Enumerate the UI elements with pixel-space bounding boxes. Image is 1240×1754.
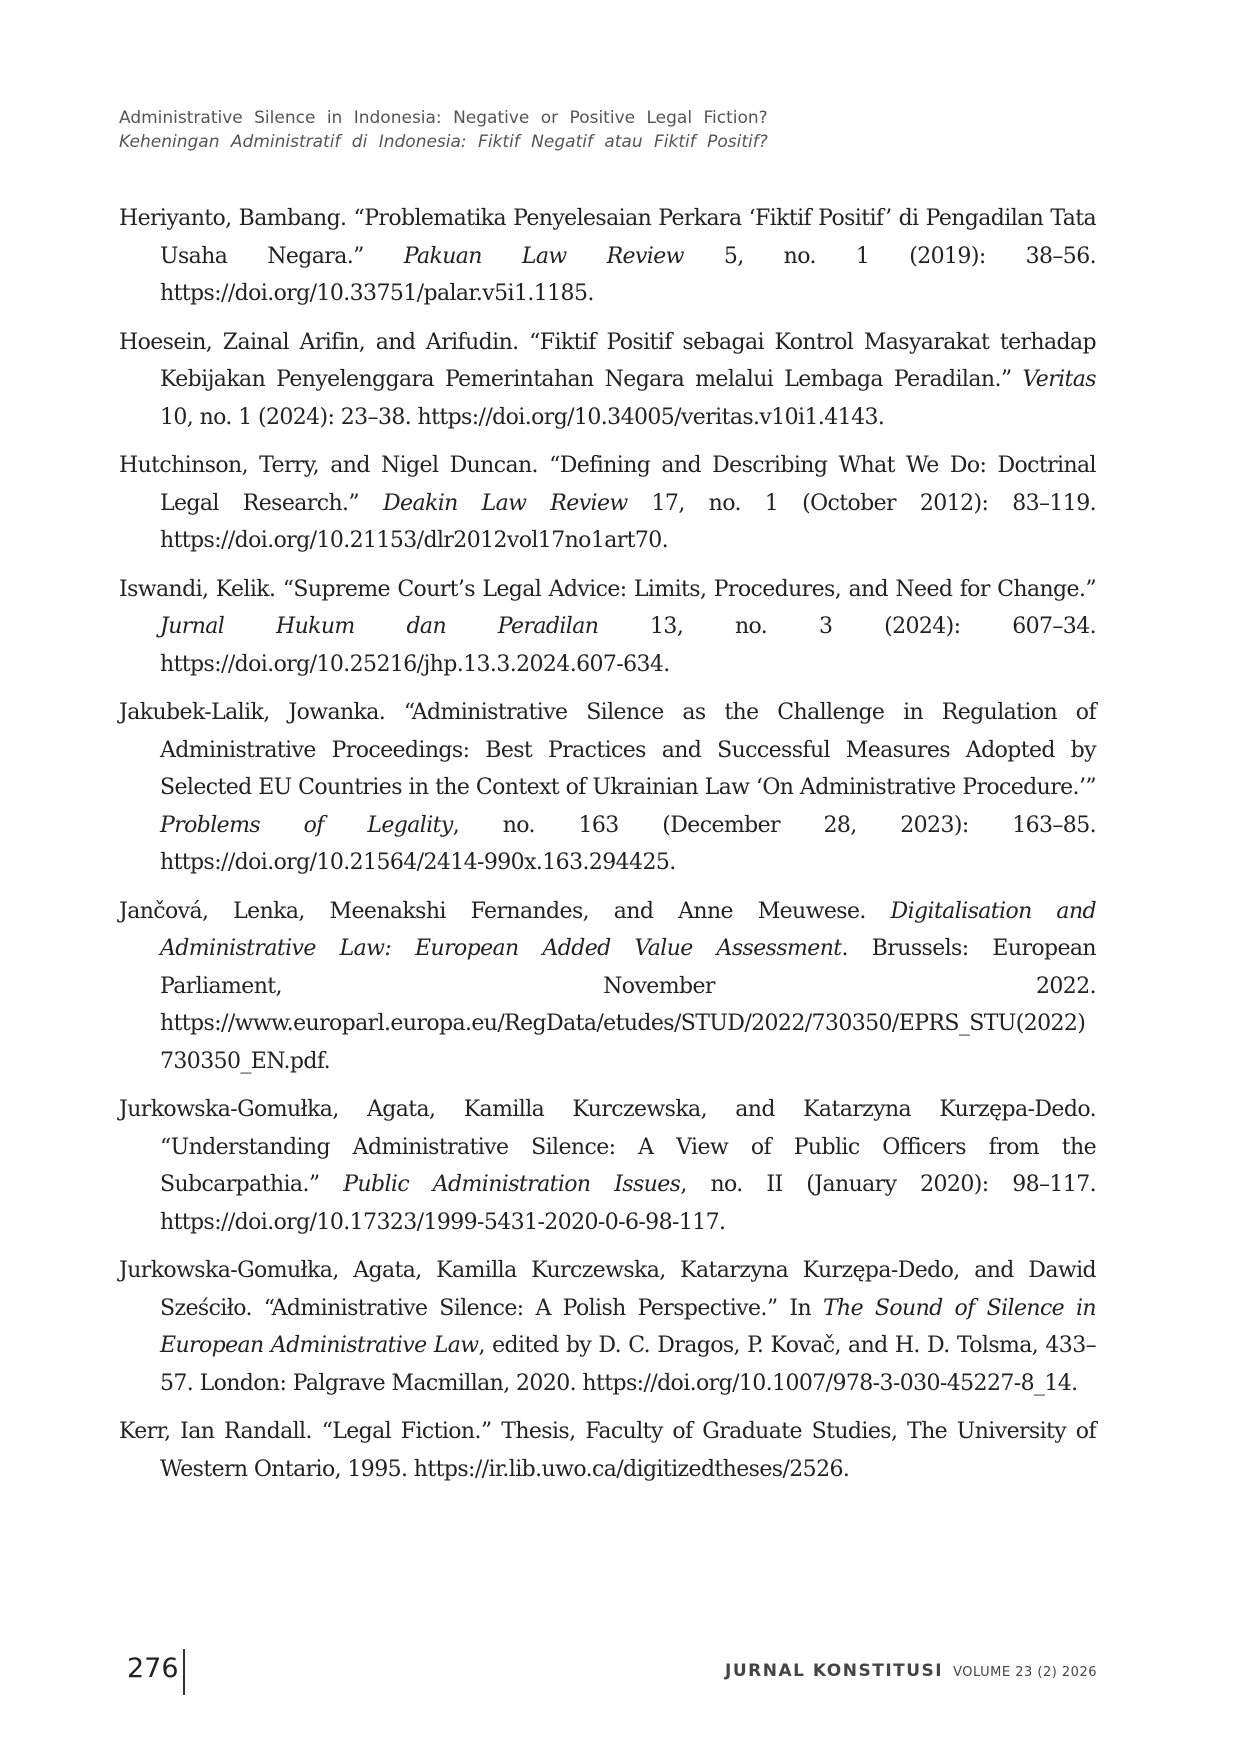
journal-name: JURNAL KONSTITUSI (725, 1661, 944, 1681)
reference-entry (119, 694, 1096, 882)
reference-text: Jakubek-Lalik, Jowanka. “Administrative Silence as the Challenge in Regulation of Administrative Proceedings: Best Practices and Successful Measures Adopted by Selected EU Countries in the Context of Ukrainian Law ‘On Administrative Procedure.’” (119, 700, 1096, 800)
reference-title: Deakin Law Review (382, 490, 628, 516)
reference-text: Jančová, Lenka, Meenakshi Fernandes, and Anne Meuwese. (119, 898, 891, 924)
reference-entry (119, 200, 1096, 313)
reference-title: Pakuan Law Review (403, 243, 684, 269)
running-header-title-id: Keheningan Administratif di Indonesia: Fiktif Negatif atau Fiktif Positif? (119, 132, 768, 152)
bibliography-list (119, 200, 1096, 1499)
reference-title: Veritas (1022, 367, 1096, 392)
reference-details: 5, no. 1 (2019): 38–56. https://doi.org/10.33751/palar.v5i1.1185. (160, 243, 1096, 306)
reference-title: Jurnal Hukum dan Peradilan (160, 614, 599, 639)
reference-text: Iswandi, Kelik. “Supreme Court’s Legal Advice: Limits, Procedures, and Need for Change.” (119, 576, 1096, 602)
reference-title: The Sound of Silence in European Administrative Law (160, 1295, 1096, 1358)
reference-entry (119, 324, 1096, 437)
reference-entry (119, 447, 1096, 560)
reference-details: 17, no. 1 (October 2012): 83–119. https://doi.org/10.21153/dlr2012vol17no1art70. (160, 490, 1096, 553)
reference-entry (119, 1413, 1096, 1488)
running-header-title-en: Administrative Silence in Indonesia: Negative or Positive Legal Fiction? (119, 108, 768, 128)
reference-title: Public Administration Issues (343, 1172, 681, 1197)
reference-details: , edited by D. C. Dragos, P. Kovač, and H. D. Tolsma, 433–57. London: Palgrave Macmillan, 2020. https://doi.org/10.1007/978-3-030-45227-8_14. (160, 1333, 1096, 1396)
reference-details: , no. 163 (December 28, 2023): 163–85. https://doi.org/10.21564/2414-990x.163.294425. (160, 812, 1096, 875)
reference-title: Problems of Legality (160, 812, 453, 838)
reference-text: Heriyanto, Bambang. “Problematika Penyelesaian Perkara ‘Fiktif Positif’ di Pengadilan Tata Usaha Negara.” (119, 206, 1096, 269)
reference-text: Hutchinson, Terry, and Nigel Duncan. “Defining and Describing What We Do: Doctrinal Legal Research.” (119, 453, 1096, 516)
reference-entry (119, 1091, 1096, 1241)
reference-details: 10, no. 1 (2024): 23–38. https://doi.org/10.34005/veritas.v10i1.4143. (160, 404, 885, 430)
footer-divider (183, 1649, 185, 1695)
running-header (119, 106, 1119, 154)
page-footer (0, 1645, 1240, 1705)
journal-volume: VOLUME 23 (2) 2026 (953, 1665, 1097, 1680)
reference-details: , no. II (January 2020): 98–117. https://doi.org/10.17323/1999-5431-2020-0-6-98-117. (160, 1172, 1097, 1235)
journal-info (725, 1661, 1097, 1681)
reference-text: Jurkowska-Gomułka, Agata, Kamilla Kurczewska, and Katarzyna Kurzępa-Dedo. “Understanding Administrative Silence: A View of Public Officers from the Subcarpathia.” (119, 1097, 1096, 1197)
reference-title: Digitalisation and Administrative Law: European Added Value Assessment (160, 898, 1096, 961)
reference-text: Kerr, Ian Randall. “Legal Fiction.” Thesis, Faculty of Graduate Studies, The University of Western Ontario, 1995. https://ir.lib.uwo.ca/digitizedtheses/2526. (119, 1419, 1096, 1482)
reference-details: 13, no. 3 (2024): 607–34. https://doi.org/10.25216/jhp.13.3.2024.607-634. (160, 614, 1096, 677)
reference-text: Hoesein, Zainal Arifin, and Arifudin. “Fiktif Positif sebagai Kontrol Masyarakat terhadap Kebijakan Penyelenggara Pemerintahan Negara melalui Lembaga Peradilan.” (119, 329, 1096, 392)
reference-entry (119, 893, 1096, 1081)
reference-details: . Brussels: European Parliament, November 2022. https://www.europarl.europa.eu/RegData/etudes/STUD/2022/730350/EPRS_STU(2022)730350_EN.pdf. (160, 936, 1096, 1074)
page-number: 276 (127, 1653, 179, 1684)
reference-entry (119, 571, 1096, 684)
reference-entry (119, 1252, 1096, 1402)
reference-text: Jurkowska-Gomułka, Agata, Kamilla Kurczewska, Katarzyna Kurzępa-Dedo, and Dawid Sześciło. “Administrative Silence: A Polish Perspective.” In (119, 1258, 1096, 1321)
